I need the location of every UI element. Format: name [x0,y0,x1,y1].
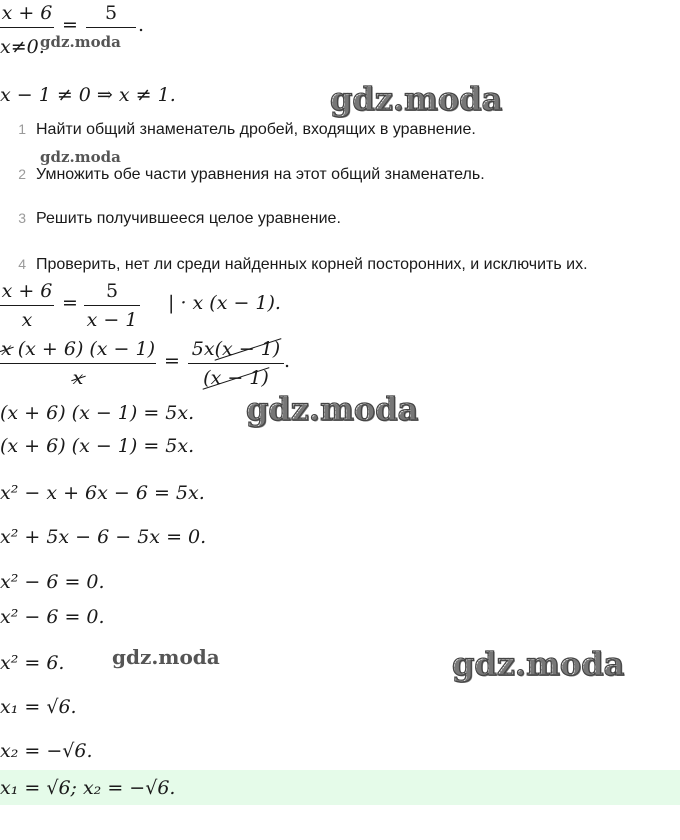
fraction-numerator: x + 6 [1,2,53,24]
watermark-medium: gdz.moda [112,645,220,669]
fraction-denominator: x [21,309,33,331]
eq-fraction-right [84,280,140,331]
watermark-small: gdz.moda [40,33,121,51]
fraction-tail: . [284,350,291,372]
fraction-bar [86,27,136,28]
fraction-numerator: x + 6 [1,280,53,302]
fraction-numerator: 5 [104,2,118,24]
solution-line: x² = 6. [0,652,65,674]
fraction-bar [84,305,140,306]
cancel-fraction-right [188,338,284,389]
watermark-large: gdz.moda [246,390,419,428]
cancel-fraction-left [0,338,156,389]
step-4: 4 Проверить, нет ли среди найденных корней посторонних, и исключить их. [18,256,588,273]
top-fraction-right [86,2,136,31]
solution-line: x² − 6 = 0. [0,571,105,593]
watermark-large: gdz.moda [330,80,503,118]
fraction-bar [0,27,54,28]
condition-x-minus-one: x − 1 ≠ 0 ⇒ x ≠ 1. [0,84,176,106]
solution-line: x² − x + 6x − 6 = 5x. [0,482,205,504]
final-answer: x₁ = √6; x₂ = −√6. [0,777,176,799]
solution-line: (x + 6) (x − 1) = 5x. [0,435,195,457]
fraction-denominator: x − 1 [86,309,138,331]
equals-sign: = [62,292,78,314]
equals-sign: = [164,350,180,372]
solution-line: (x + 6) (x − 1) = 5x. [0,402,195,424]
fraction-denominator: (x − 1) [203,367,269,389]
condition-x-not-zero: x≠0. [0,36,45,58]
step-2: 2 Умножить обе части уравнения на этот общий знаменатель. [18,166,485,183]
fraction-bar [0,305,54,306]
step-3: 3 Решить получившееся целое уравнение. [18,210,341,227]
top-fraction-left [0,2,54,31]
equals-sign: = [62,14,78,36]
watermark-large: gdz.moda [452,645,625,683]
solution-line: x² − 6 = 0. [0,606,105,628]
fraction-bar [188,363,284,364]
fraction-tail: . [138,14,145,36]
fraction-denominator: x [72,367,84,389]
solution-line: x² + 5x − 6 − 5x = 0. [0,526,207,548]
eq-fraction-left [0,280,54,331]
solution-line: x₂ = −√6. [0,740,93,762]
step-1: 1 Найти общий знаменатель дробей, входящих в уравнение. [18,121,476,138]
multiplier-note: | · x (x − 1). [168,292,281,314]
fraction-bar [0,363,156,364]
fraction-numerator: x (x + 6) (x − 1) [0,338,156,360]
watermark-small: gdz.moda [40,148,121,166]
fraction-numerator: 5 [105,280,119,302]
solution-line: x₁ = √6. [0,696,77,718]
fraction-numerator: 5x(x − 1) [191,338,281,360]
